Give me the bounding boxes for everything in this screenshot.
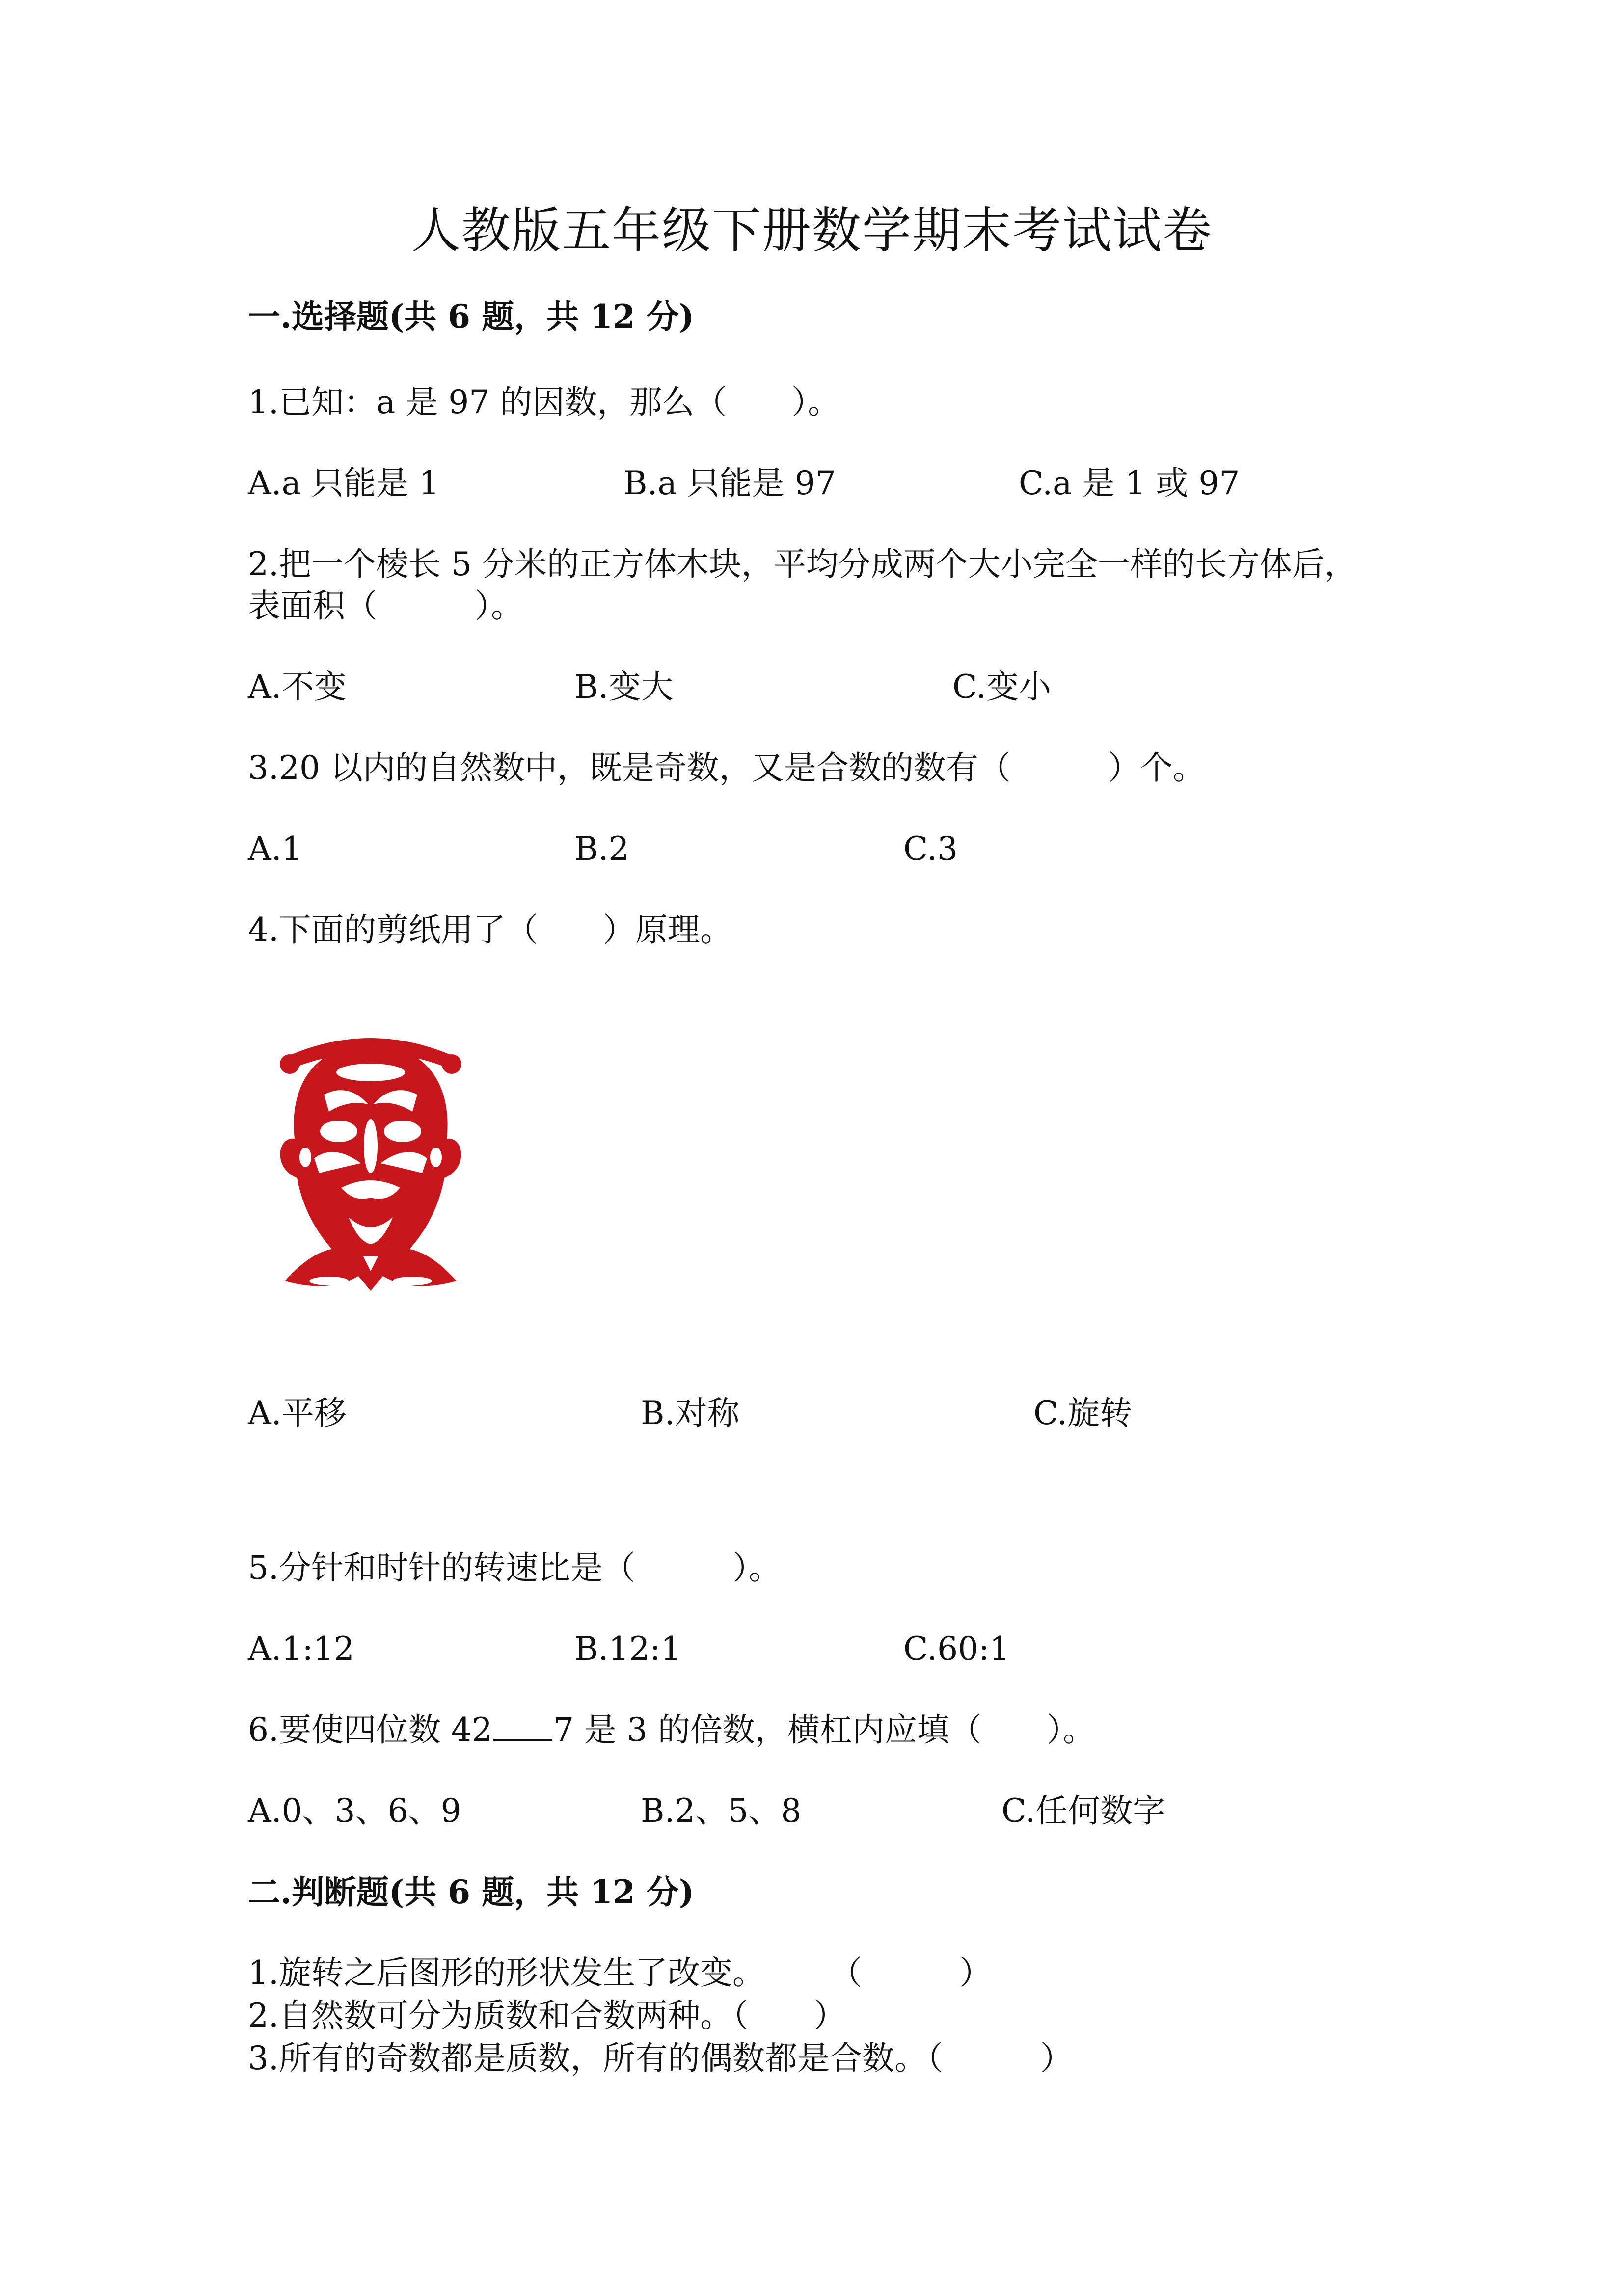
question-5-option-c: C.60:1 (903, 1630, 1010, 1668)
section-heading-choice: 一.选择题(共 6 题，共 12 分) (248, 297, 695, 336)
judgment-item-1: 1.旋转之后图形的形状发生了改变。 （ ） (248, 1954, 992, 1992)
judgment-item-3: 3.所有的奇数都是质数，所有的偶数都是合数。（ ） (248, 2039, 1073, 2077)
question-2-option-b: B.变大 (574, 668, 674, 706)
question-1-text: 1.已知：a 是 97 的因数，那么（ ）。 (248, 383, 840, 421)
question-3-option-a: A.1 (248, 830, 302, 868)
question-6-blank-line (493, 1709, 552, 1741)
question-1-option-a: A.a 只能是 1 (248, 464, 439, 502)
question-1-option-c: C.a 是 1 或 97 (1019, 464, 1240, 502)
question-5-option-b: B.12:1 (574, 1630, 681, 1668)
question-2-text-line2: 表面积（ ）。 (248, 587, 523, 625)
question-6-text-post: 7 是 3 的倍数，横杠内应填（ ）。 (553, 1711, 1095, 1749)
question-4-option-b: B.对称 (641, 1394, 740, 1432)
papercut-image (250, 1026, 491, 1306)
question-4-option-a: A.平移 (248, 1394, 347, 1432)
question-3-text: 3.20 以内的自然数中，既是奇数，又是合数的数有（ ）个。 (248, 749, 1205, 787)
question-1-option-b: B.a 只能是 97 (623, 464, 836, 502)
question-4-text: 4.下面的剪纸用了（ ）原理。 (248, 911, 732, 949)
section-heading-judgment: 二.判断题(共 6 题，共 12 分) (248, 1873, 695, 1911)
question-5-text: 5.分针和时针的转速比是（ ）。 (248, 1549, 781, 1587)
judgment-item-2: 2.自然数可分为质数和合数两种。（ ） (248, 1997, 846, 2034)
question-2-option-a: A.不变 (248, 668, 347, 706)
question-6-text-pre: 6.要使四位数 42 (248, 1711, 492, 1749)
question-6-option-b: B.2、5、8 (641, 1792, 802, 1830)
question-2-option-c: C.变小 (952, 668, 1052, 706)
question-5-option-a: A.1:12 (248, 1630, 354, 1668)
question-3-option-b: B.2 (574, 830, 629, 868)
page-title: 人教版五年级下册数学期末考试试卷 (411, 202, 1213, 259)
question-6-text (248, 1708, 1095, 1752)
question-6-option-a: A.0、3、6、9 (248, 1792, 461, 1830)
question-3-option-c: C.3 (903, 830, 958, 868)
question-4-option-c: C.旋转 (1033, 1394, 1133, 1432)
question-6-option-c: C.任何数字 (1001, 1792, 1165, 1830)
question-2-text-line1: 2.把一个棱长 5 分米的正方体木块，平均分成两个大小完全一样的长方体后， (248, 545, 1357, 583)
